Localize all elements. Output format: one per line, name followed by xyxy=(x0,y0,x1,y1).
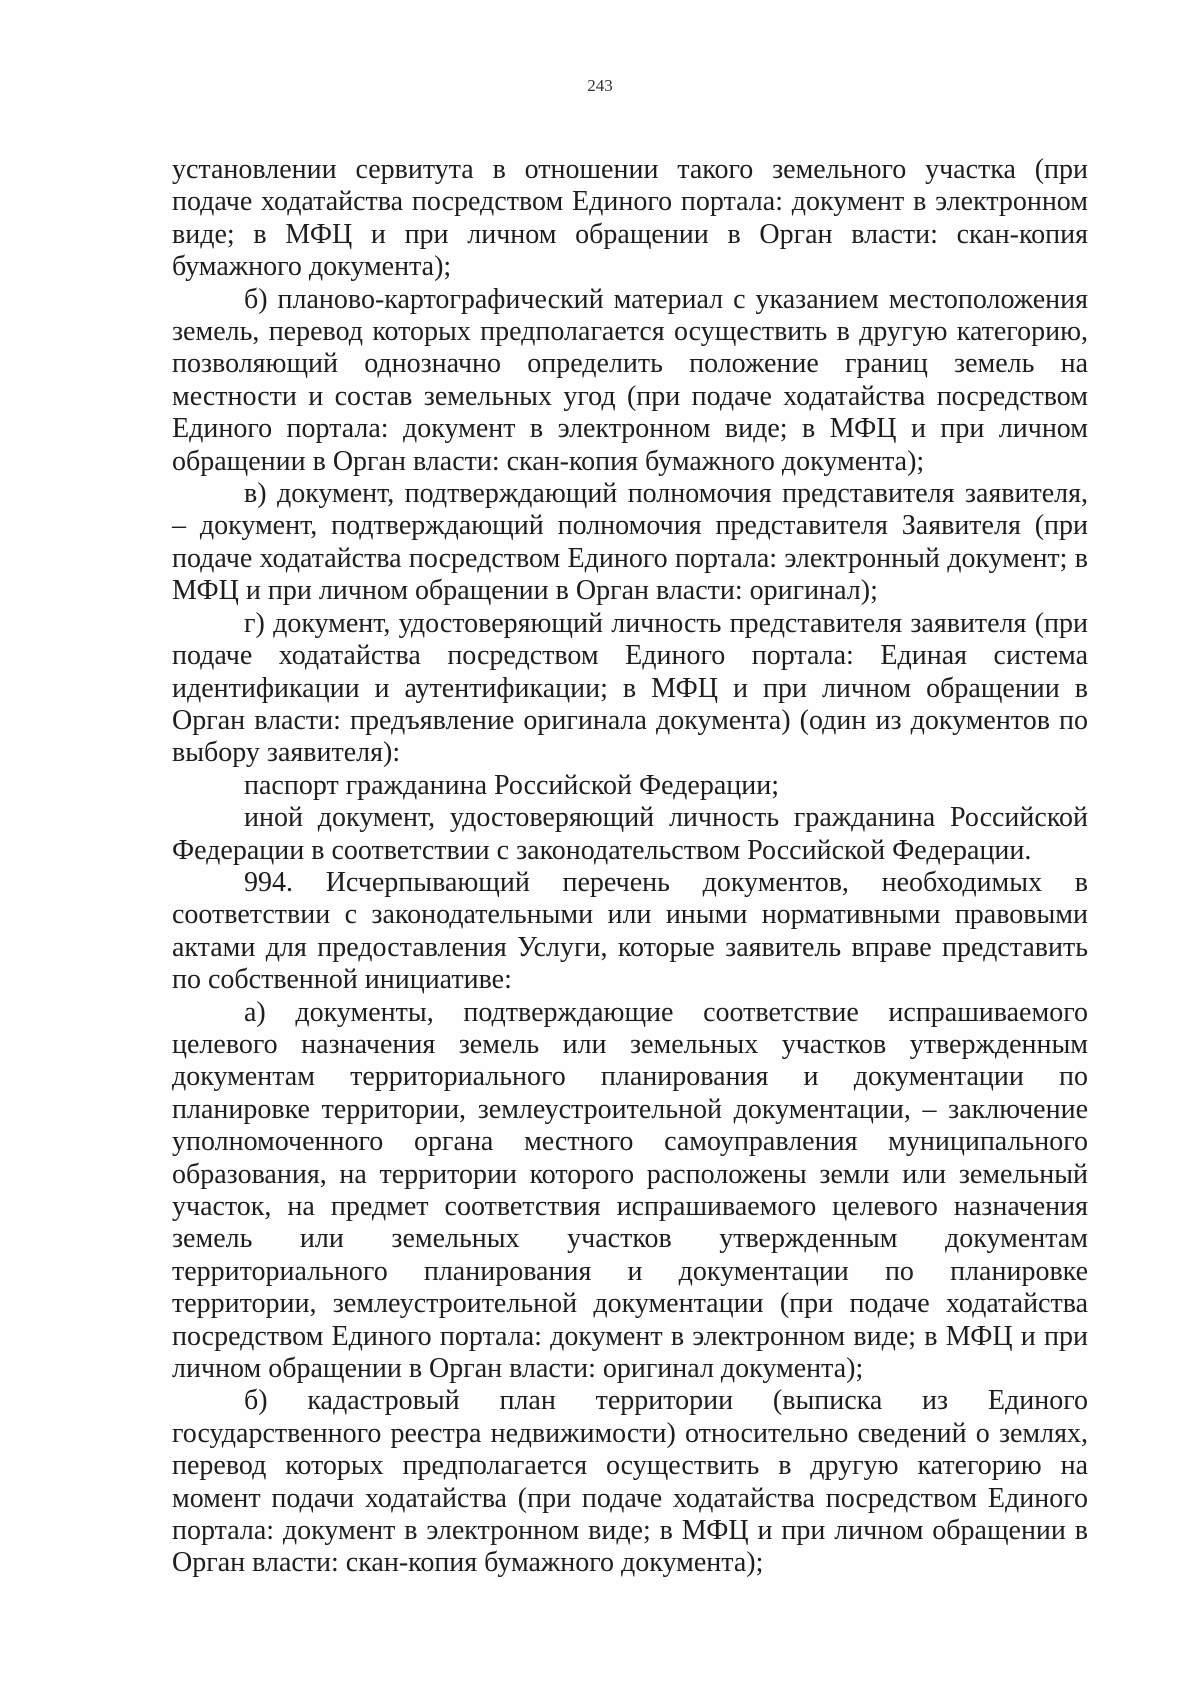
paragraph-clause-994: 994. Исчерпывающий перечень документов, необходимых в соответствии с законодательными или иными нормативными правовыми актами для предоставления Услуги, которые заявитель вправе представить по собственной инициативе: xyxy=(172,866,1088,996)
paragraph-item-b-cadastral-plan: б) кадастровый план территории (выписка из Единого государственного реестра недвижимости) относительно сведений о землях, перевод которых предполагается осуществить в другую категорию на момент подачи ходатайства (при подаче ходатайства посредством Единого портала: документ в электронном виде; в МФЦ и при личном обращении в Орган власти: скан-копия бумажного документа); xyxy=(172,1385,1088,1579)
paragraph-other-identity-document: иной документ, удостоверяющий личность гражданина Российской Федерации в соответствии с законодательством Российской Федерации. xyxy=(172,802,1088,866)
paragraph-item-a-conformity-documents: а) документы, подтверждающие соответствие испрашиваемого целевого назначения земель или земельных участков утвержденным документам территориального планирования и документации по планировке территории, землеустроительной документации, – заключение уполномоченного органа местного самоуправления муниципального образования, на территории которого расположены земли или земельный участок, на предмет соответствия испрашиваемого целевого назначения земель или земельных участков утвержденным документам территориального планирования и документации по планировке территории, землеустроительной документации (при подаче ходатайства посредством Единого портала: документ в электронном виде; в МФЦ и при личном обращении в Орган власти: оригинал документа); xyxy=(172,996,1088,1385)
document-body xyxy=(172,154,1088,1580)
paragraph-passport: паспорт гражданина Российской Федерации; xyxy=(244,769,780,801)
paragraph-item-g-identity-document: г) документ, удостоверяющий личность представителя заявителя (при подаче ходатайства посредством Единого портала: Единая система идентификации и аутентификации; в МФЦ и при личном обращении в Орган власти: предъявление оригинала документа) (один из документов по выбору заявителя): xyxy=(172,607,1088,769)
paragraph-item-v-representative-authority: в) документ, подтверждающий полномочия представителя заявителя, – документ, подтверждающий полномочия представителя Заявителя (при подаче ходатайства посредством Единого портала: электронный документ; в МФЦ и при личном обращении в Орган власти: оригинал); xyxy=(172,478,1088,607)
paragraph-item-b-cartographic-material: б) планово-картографический материал с указанием местоположения земель, перевод которых предполагается осуществить в другую категорию, позволяющий однозначно определить положение границ земель на местности и состав земельных угод (при подаче ходатайства посредством Единого портала: документ в электронном виде; в МФЦ и при личном обращении в Орган власти: скан-копия бумажного документа); xyxy=(172,283,1088,477)
paragraph-continuation: установлении сервитута в отношении такого земельного участка (при подаче ходатайства посредством Единого портала: документ в электронном виде; в МФЦ и при личном обращении в Орган власти: скан-копия бумажного документа); xyxy=(172,154,1088,283)
page-number: 243 xyxy=(587,76,613,95)
